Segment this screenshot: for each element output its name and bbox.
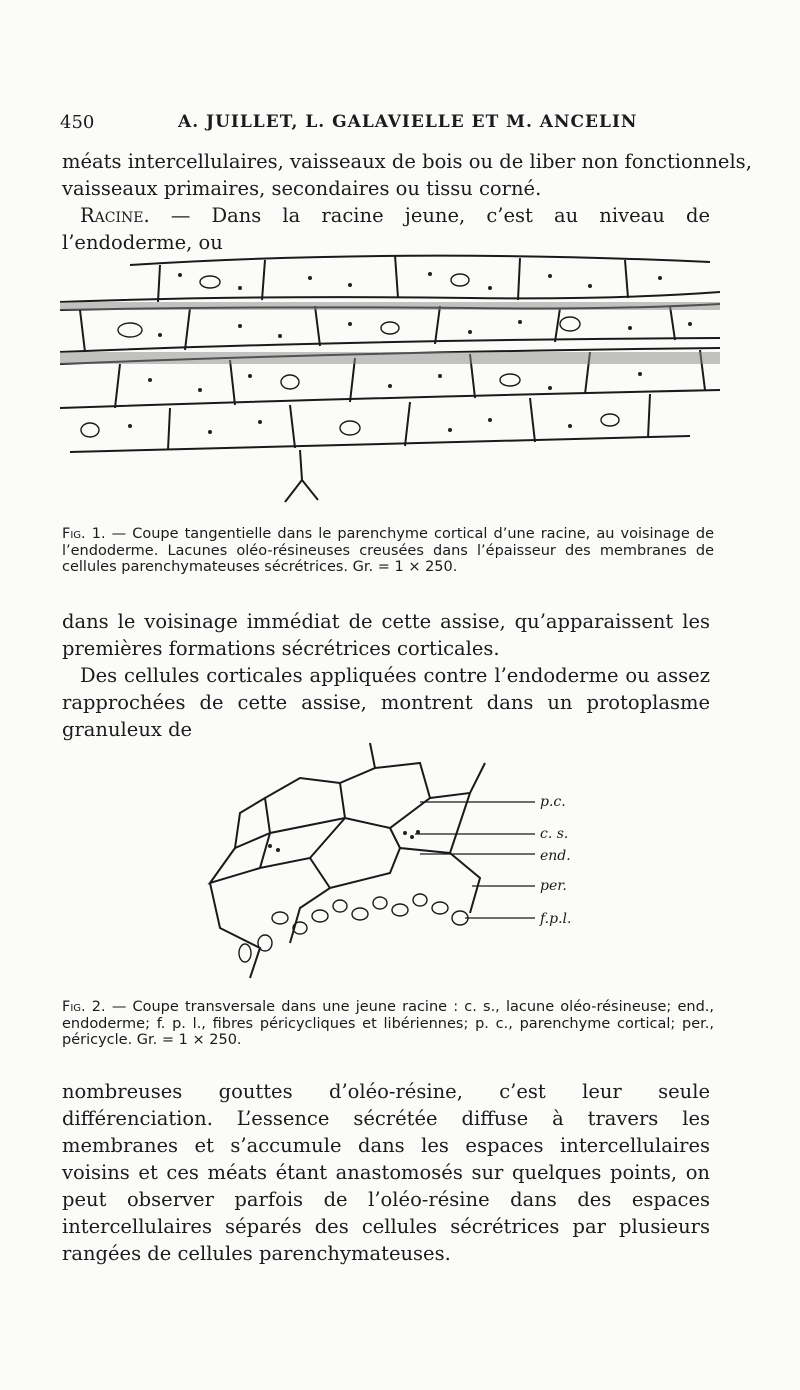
figure-1-caption [62, 526, 714, 576]
figure-1-label: Fig. 1. [62, 526, 106, 542]
figure-2-label: Fig. 2. [62, 999, 106, 1015]
text-line: méats intercellulaires, vaisseaux de bois ou de liber non fonctionnels, [62, 150, 752, 173]
section-label: Racine. [80, 204, 150, 227]
figure-2-label-fpl: f.p.l. [540, 911, 572, 927]
figure-1-caption-text: — Coupe tangentielle dans le parenchyme cortical d’une racine, au voisinage de l’endoderme. Lacunes oléo-résineuses creusées dans l’épaisseur des membranes de cellules parenchymateuses sécrétrices. Gr. = 1 × 250. [62, 526, 714, 575]
figure-2-drawing [190, 738, 610, 978]
figure-2-label-cs: c. s. [540, 826, 569, 842]
figure-2-label-pc: p.c. [540, 794, 566, 810]
figure-2-label-end: end. [540, 848, 571, 864]
running-title: A. JUILLET, L. GALAVIELLE ET M. ANCELIN [178, 112, 638, 132]
text-line: vaisseaux primaires, secondaires ou tissu corné. [62, 177, 542, 200]
running-header [60, 112, 740, 138]
paragraph-continuation [62, 148, 752, 202]
figure-2-label-per: per. [540, 878, 567, 894]
paragraph-cellules: Des cellules corticales appliquées contre l’endoderme ou assez rapprochées de cette assise, montrent dans un protoplasme granuleux de [62, 664, 710, 741]
paragraph-voisinage: dans le voisinage immédiat de cette assise, qu’apparaissent les premières formations sécrétrices corticales. [62, 610, 710, 660]
figure-2-caption-text: — Coupe transversale dans une jeune racine : c. s., lacune oléo-résineuse; end., endoderme; f. p. l., fibres péricycliques et libériennes; p. c., parenchyme cortical; per., péricycle. Gr. = 1 × 250. [62, 999, 715, 1048]
figure-1-drawing [50, 240, 730, 520]
page-number: 450 [60, 112, 95, 133]
paragraph-gouttes: nombreuses gouttes d’oléo-résine, c’est leur seule différenciation. L’essence sécrétée diffuse à travers les membranes et s’accumule dans les espaces intercellulaires voisins et ces méats étant anastomosés sur quelques points, on peut observer parfois de l’oléo-résine dans des espaces intercellulaires séparés des cellules sécrétrices par plusieurs rangées de cellules parenchymateuses. [62, 1080, 710, 1265]
paragraph-text: — Dans la racine jeune, c’est au niveau de l’endoderme, ou [62, 204, 710, 254]
figure-2-caption [62, 999, 714, 1049]
